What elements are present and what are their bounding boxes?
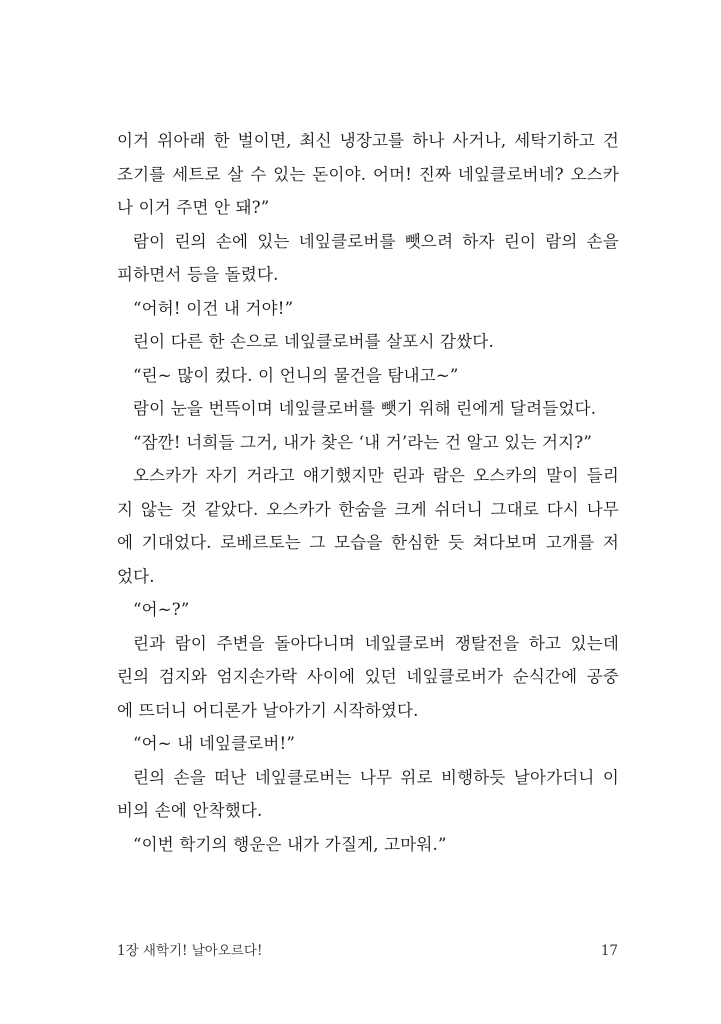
text-line: 람이 린의 손에 있는 네잎클로버를 뺏으려 하자 린이 람의 손을 (133, 231, 619, 251)
text-line: “어~ 내 네잎클로버!” (133, 734, 295, 753)
text-line: 에 뜨더니 어디론가 날아가기 시작하였다. (117, 700, 419, 720)
text-line: 람이 눈을 번뜩이며 네잎클로버를 뺏기 위해 린에게 달려들었다. (133, 399, 597, 418)
text-line: “린~ 많이 컸다. 이 언니의 물건을 탐내고~” (133, 365, 459, 385)
text-line: 비의 손에 안착했다. (117, 801, 263, 820)
text-line: 지 않는 것 같았다. 오스카가 한숨을 크게 쉬더니 그대로 다시 나무 (117, 499, 619, 519)
text-line: 린의 손을 떠난 네잎클로버는 나무 위로 비행하듯 날아가더니 이 (133, 767, 619, 787)
text-line: 린이 다른 한 손으로 네잎클로버를 살포시 감쌌다. (133, 332, 494, 351)
page-number: 17 (600, 943, 618, 959)
chapter-footer: 1장 새학기! 날아오르다! (117, 943, 263, 959)
body-text (117, 124, 619, 861)
text-line: 린의 검지와 엄지손가락 사이에 있던 네잎클로버가 순식간에 공중 (117, 667, 619, 686)
text-line: “어~?” (133, 600, 190, 619)
text-line: 에 기대었다. 로베르토는 그 모습을 한심한 듯 쳐다보며 고개를 저 (117, 533, 619, 552)
text-line: 이거 위아래 한 벌이면, 최신 냉장고를 하나 사거나, 세탁기하고 건 (117, 131, 619, 150)
text-line: 오스카가 자기 거라고 얘기했지만 린과 람은 오스카의 말이 들리 (133, 466, 619, 485)
text-line: 린과 람이 주변을 돌아다니며 네잎클로버 쟁탈전을 하고 있는데 (133, 633, 619, 653)
text-line: 었다. (117, 566, 155, 586)
text-line: “잠깐! 너희들 그거, 내가 찾은 ‘내 거’라는 건 알고 있는 거지?” (133, 432, 592, 452)
text-line: “어허! 이건 내 거야!” (133, 298, 294, 318)
text-line: 피하면서 등을 돌렸다. (117, 265, 279, 284)
text-line: 나 이거 주면 안 돼?” (117, 198, 270, 217)
text-line: “이번 학기의 행운은 내가 가질게, 고마워.” (133, 834, 447, 854)
text-line: 조기를 세트로 살 수 있는 돈이야. 어머! 진짜 네잎클로버네? 오스카 (117, 164, 619, 184)
